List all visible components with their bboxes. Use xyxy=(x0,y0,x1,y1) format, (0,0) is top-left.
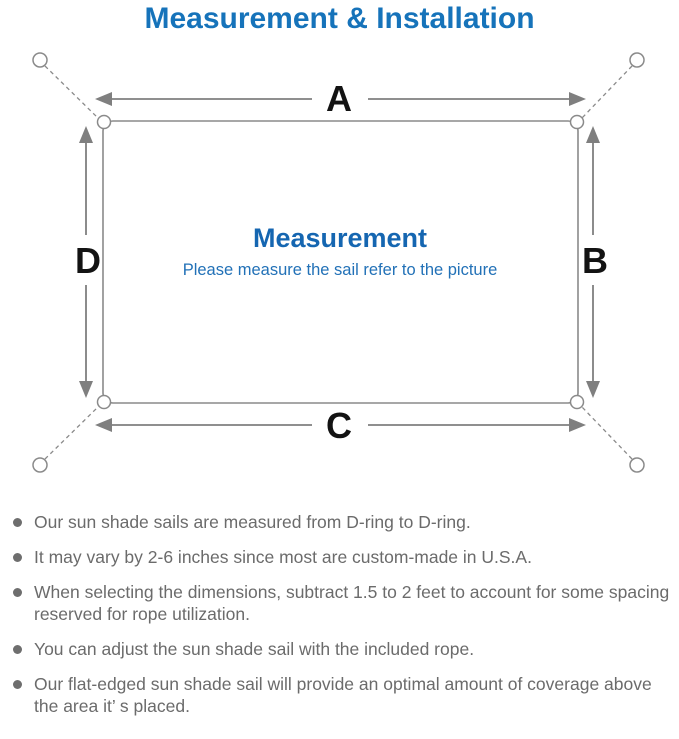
list-item xyxy=(10,511,671,533)
arrow-up-icon xyxy=(586,126,600,143)
bullet-icon xyxy=(13,680,22,689)
anchor-ring-icon-bottom-left xyxy=(33,458,47,472)
sail-diagram-canvas xyxy=(0,37,679,497)
measurement-diagram xyxy=(0,37,679,497)
anchor-ring-icon-bottom-right xyxy=(630,458,644,472)
list-item xyxy=(10,546,671,568)
rope-bottom-right xyxy=(581,406,632,459)
dimension-arrow-d xyxy=(75,126,101,398)
anchor-ring-icon-top-left xyxy=(33,53,47,67)
arrow-right-icon xyxy=(569,418,586,432)
d-ring-icon-bottom-left xyxy=(98,396,111,409)
rope-top-right xyxy=(581,66,632,119)
arrow-right-icon xyxy=(569,92,586,106)
dimension-arrow-b xyxy=(582,126,608,398)
notes-list xyxy=(0,511,679,717)
bullet-icon xyxy=(13,588,22,597)
arrow-left-icon xyxy=(95,418,112,432)
note-text: It may vary by 2-6 inches since most are custom-made in U.S.A. xyxy=(34,547,532,567)
page-title: Measurement & Installation xyxy=(144,2,535,35)
d-ring-icon-top-left xyxy=(98,116,111,129)
rope-top-left xyxy=(45,66,99,119)
note-text: Our flat-edged sun shade sail will provide an optimal amount of coverage above the area it’ s placed. xyxy=(34,674,652,716)
dimension-arrow-a xyxy=(95,78,586,119)
dimension-label-b: B xyxy=(582,240,608,281)
list-item xyxy=(10,673,671,717)
rope-bottom-left xyxy=(45,406,99,459)
dimension-arrow-c xyxy=(95,405,586,446)
bullet-icon xyxy=(13,645,22,654)
note-text: When selecting the dimensions, subtract 1.5 to 2 feet to account for some spacing reserved for rope utilization. xyxy=(34,582,670,624)
d-ring-icon-top-right xyxy=(571,116,584,129)
bullet-icon xyxy=(13,553,22,562)
arrow-left-icon xyxy=(95,92,112,106)
note-text: You can adjust the sun shade sail with the included rope. xyxy=(34,639,475,659)
diagram-caption-heading: Measurement xyxy=(252,223,428,253)
dimension-label-d: D xyxy=(75,240,101,281)
arrow-up-icon xyxy=(79,126,93,143)
list-item xyxy=(10,638,671,660)
bullet-icon xyxy=(13,518,22,527)
dimension-label-a: A xyxy=(326,78,352,119)
arrow-down-icon xyxy=(586,381,600,398)
list-item xyxy=(10,581,671,625)
d-ring-icon-bottom-right xyxy=(571,396,584,409)
diagram-caption-subtitle: Please measure the sail refer to the picture xyxy=(182,261,498,279)
header xyxy=(0,0,679,35)
arrow-down-icon xyxy=(79,381,93,398)
note-text: Our sun shade sails are measured from D-ring to D-ring. xyxy=(34,512,471,532)
anchor-ring-icon-top-right xyxy=(630,53,644,67)
dimension-label-c: C xyxy=(326,405,352,446)
